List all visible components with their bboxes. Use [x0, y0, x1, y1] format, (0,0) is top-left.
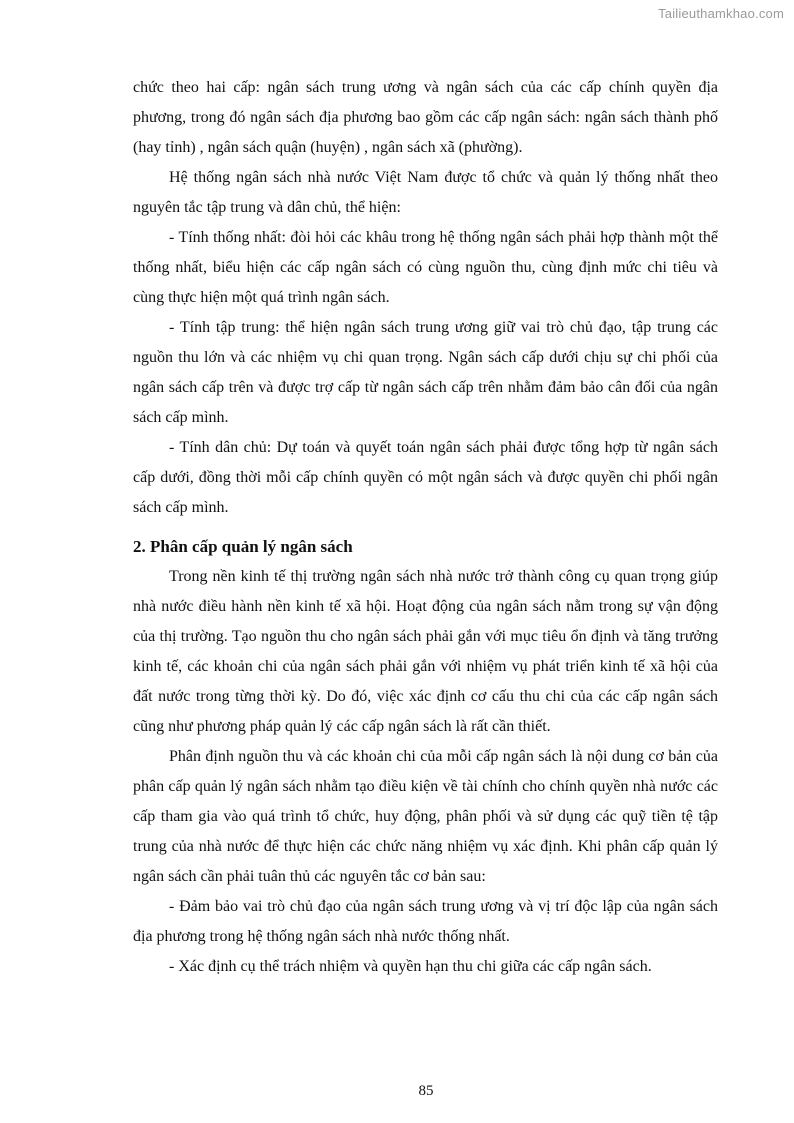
paragraph-group-top: [133, 73, 718, 523]
bullet-paragraph: - Tính thống nhất: đòi hỏi các khâu trong hệ thống ngân sách phải hợp thành một thể thống nhất, biểu hiện các cấp ngân sách có cùng nguồn thu, cùng định mức chi tiêu và cùng thực hiện một quá trình ngân sách.: [133, 229, 718, 306]
bullet-paragraph: - Tính tập trung: thể hiện ngân sách trung ương giữ vai trò chủ đạo, tập trung các nguồn thu lớn và các nhiệm vụ chi quan trọng. Ngân sách cấp dưới chịu sự chi phối của ngân sách cấp trên và được trợ cấp từ ngân sách cấp trên nhằm đảm bảo cân đối của ngân sách cấp mình.: [133, 319, 718, 426]
bullet-paragraph: - Xác định cụ thể trách nhiệm và quyền hạn thu chi giữa các cấp ngân sách.: [169, 958, 652, 975]
paragraph: chức theo hai cấp: ngân sách trung ương và ngân sách của các cấp chính quyền địa phương, trong đó ngân sách địa phương bao gồm các cấp ngân sách: ngân sách thành phố (hay tỉnh) , ngân sách quận (huyện) , ngân sách xã (phường).: [133, 79, 718, 156]
bullet-paragraph: - Đảm bảo vai trò chủ đạo của ngân sách trung ương và vị trí độc lập của ngân sách địa phương trong hệ thống ngân sách nhà nước thống nhất.: [133, 898, 718, 945]
section-heading: 2. Phân cấp quản lý ngân sách: [133, 537, 353, 556]
bullet-paragraph: - Tính dân chủ: Dự toán và quyết toán ngân sách phải được tổng hợp từ ngân sách cấp dưới, đồng thời mỗi cấp chính quyền có một ngân sách và được quyền chi phối ngân sách cấp mình.: [133, 439, 718, 516]
paragraph-group-bottom: [133, 562, 718, 982]
paragraph: Trong nền kinh tế thị trường ngân sách nhà nước trở thành công cụ quan trọng giúp nhà nước điều hành nền kinh tế xã hội. Hoạt động của ngân sách nằm trong sự vận động của thị trường. Tạo nguồn thu cho ngân sách phải gắn với mục tiêu ổn định và tăng trưởng kinh tế, các khoản chi của ngân sách phải gắn với nhiệm vụ phát triển kinh tế xã hội của đất nước trong từng thời kỳ. Do đó, việc xác định cơ cấu thu chi của các cấp ngân sách cũng như phương pháp quản lý các cấp ngân sách là rất cần thiết.: [133, 568, 718, 735]
page-number: 85: [418, 1083, 434, 1099]
document-body: [133, 73, 718, 982]
watermark-text: Tailieuthamkhao.com: [658, 6, 784, 21]
paragraph: Hệ thống ngân sách nhà nước Việt Nam được tổ chức và quản lý thống nhất theo nguyên tắc tập trung và dân chủ, thể hiện:: [133, 169, 718, 216]
paragraph: Phân định nguồn thu và các khoản chi của mỗi cấp ngân sách là nội dung cơ bản của phân cấp quản lý ngân sách nhằm tạo điều kiện về tài chính cho chính quyền nhà nước các cấp tham gia vào quá trình tổ chức, huy động, phân phối và sử dụng các quỹ tiền tệ tập trung của nhà nước để thực hiện các chức năng nhiệm vụ xác định. Khi phân cấp quản lý ngân sách cần phải tuân thủ các nguyên tắc cơ bản sau:: [133, 748, 718, 885]
